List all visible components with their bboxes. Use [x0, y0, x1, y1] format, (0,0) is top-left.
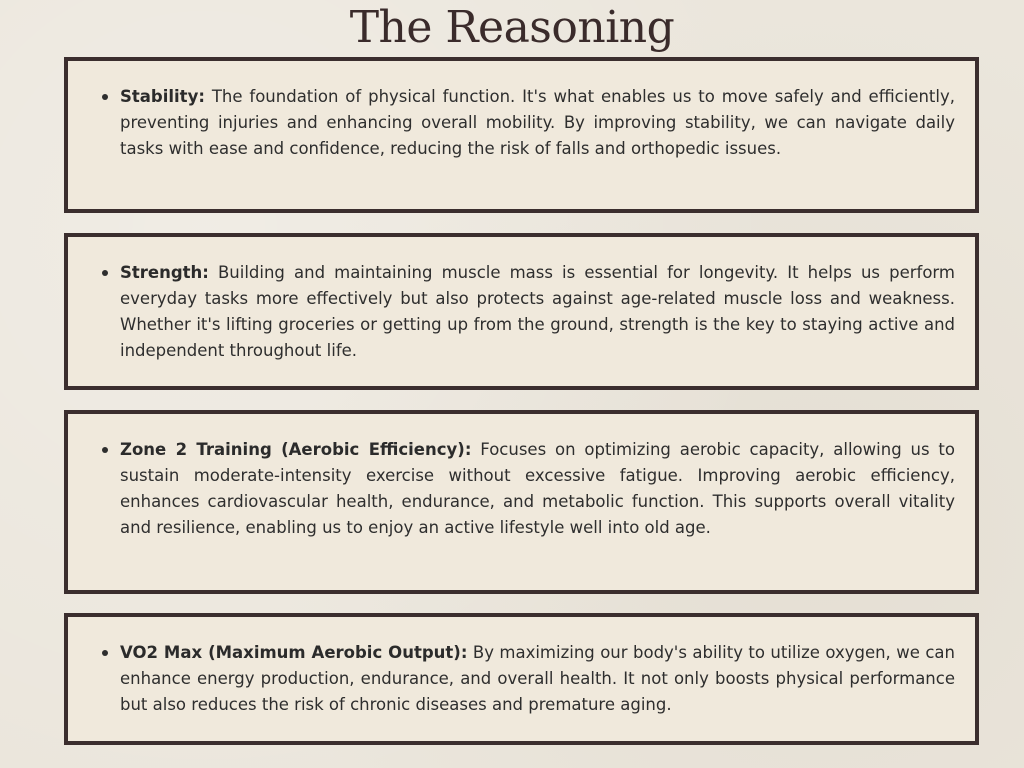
card-title: Zone 2 Training (Aerobic Efficiency):: [120, 440, 472, 459]
card-zone-2-training: [64, 410, 979, 594]
bullet-list: [120, 437, 955, 541]
list-item: [120, 640, 955, 718]
card-title: Strength:: [120, 263, 209, 282]
card-stability: [64, 57, 979, 213]
bullet-icon: [102, 94, 108, 100]
list-item: [120, 437, 955, 541]
list-item: [120, 260, 955, 364]
bullet-list: [120, 260, 955, 364]
card-title: VO2 Max (Maximum Aerobic Output):: [120, 643, 468, 662]
bullet-icon: [102, 650, 108, 656]
bullet-icon: [102, 270, 108, 276]
card-title: Stability:: [120, 87, 205, 106]
card-text: Building and maintaining muscle mass is essential for longevity. It helps us perform everyday tasks more effectively but also protects against age-related muscle loss and weakness. Whether it's lifting groceries or getting up from the ground, strength is the key to staying active and independent throughout life.: [120, 263, 955, 360]
card-text: Focuses on optimizing aerobic capacity, allowing us to sustain moderate-intensity exercise without excessive fatigue. Improving aerobic efficiency, enhances cardiovascular health, endurance, and metabolic function. This supports overall vitality and resilience, enabling us to enjoy an active lifestyle well into old age.: [120, 440, 955, 537]
list-item: [120, 84, 955, 162]
bullet-list: [120, 84, 955, 162]
card-text: By maximizing our body's ability to utilize oxygen, we can enhance energy production, endurance, and overall health. It not only boosts physical performance but also reduces the risk of chronic diseases and premature aging.: [120, 643, 955, 714]
bullet-icon: [102, 447, 108, 453]
card-vo2-max: [64, 613, 979, 745]
card-strength: [64, 233, 979, 390]
page-title: The Reasoning: [349, 2, 675, 53]
bullet-list: [120, 640, 955, 718]
card-text: The foundation of physical function. It's what enables us to move safely and efficiently, preventing injuries and enhancing overall mobility. By improving stability, we can navigate daily tasks with ease and confidence, reducing the risk of falls and orthopedic issues.: [120, 87, 955, 158]
